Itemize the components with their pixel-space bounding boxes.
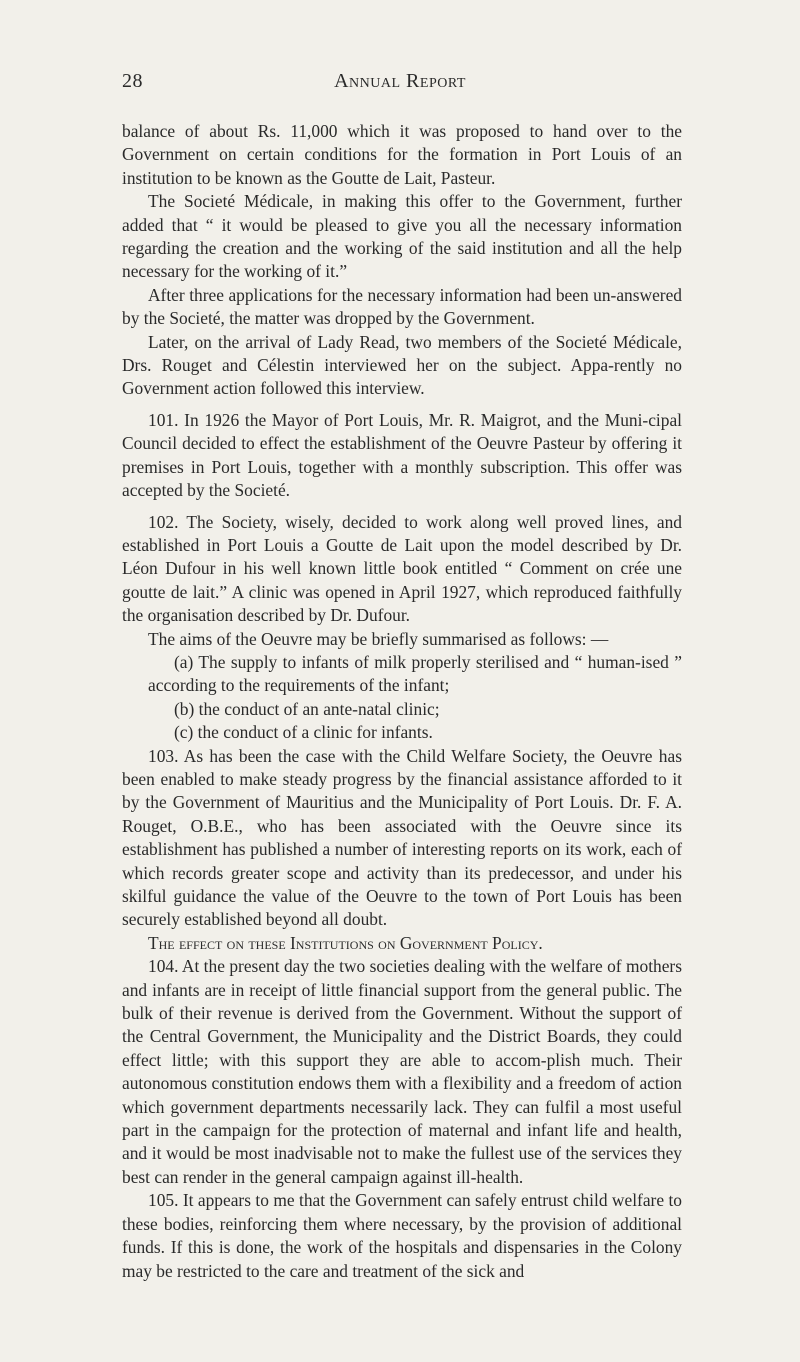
aim-item-c: (c) the conduct of a clinic for infants. [174, 722, 433, 743]
paragraph-105: 105. It appears to me that the Government can safely entrust child welfare to these bodies, reinforcing them where necessary, by the provision of additional funds. If this is done, the work of the hospitals and dispensaries in the Colony may be restricted to the care and treatment of the sick and [122, 1190, 682, 1281]
page-header [0, 70, 800, 100]
page-number: 28 [122, 70, 143, 92]
paragraph-101: 101. In 1926 the Mayor of Port Louis, Mr. R. Maigrot, and the Muni-cipal Council decided to effect the establishment of the Oeuvre Pasteur by offering it premises in Port Louis, together with a monthly subscription. This offer was accepted by the Societé. [122, 409, 682, 501]
paragraph-104: 104. At the present day the two societies dealing with the welfare of mothers and infants are in receipt of little financial support from the general public. The bulk of their revenue is derived from the Government. Without the support of the Central Government, the Municipality and the District Boards, they could effect little; with this support they are able to accom-plish much. Their autonomous constitution endows them with a flexibility and a freedom of action which government departments necessarily lack. They can fulfil a most useful part in the campaign for the protection of maternal and infant life and health, and it would be most inadvisable not to make the fullest use of the services they best can render in the general campaign against ill-health. [122, 956, 682, 1187]
paragraph-balance: balance of about Rs. 11,000 which it was proposed to hand over to the Government on certain conditions for the formation in Port Louis of an institution to be known as the Goutte de Lait, Pasteur. [122, 121, 682, 188]
running-title: Annual Report [334, 70, 466, 92]
paragraph-lady-read: Later, on the arrival of Lady Read, two members of the Societé Médicale, Drs. Rouget and Célestin interviewed her on the subject. Appa-rently no Government action followed this interview. [122, 331, 682, 399]
paragraph-applications: After three applications for the necessary information had been un-answered by the Societé, the matter was dropped by the Government. [122, 284, 682, 329]
aim-item-b: (b) the conduct of an ante-natal clinic; [174, 698, 440, 719]
paragraph-103: 103. As has been the case with the Child Welfare Society, the Oeuvre has been enabled to make steady progress by the financial assistance afforded to it by the Government of Mauritius and the Municipality of Port Louis. Dr. F. A. Rouget, O.B.E., who has been associated with the Oeuvre since its establishment has published a number of interesting reports on its work, each of which records greater scope and activity than its predecessor, and under his skilful guidance the value of the Oeuvre to the town of Port Louis has been securely established beyond all doubt. [122, 745, 682, 930]
section-heading: The effect on these Institutions on Government Policy. [148, 932, 543, 953]
paragraph-102: 102. The Society, wisely, decided to work along well proved lines, and established in Port Louis a Goutte de Lait upon the model described by Dr. Léon Dufour in his well known little book entitled “ Comment on crée une goutte de lait.” A clinic was opened in April 1927, which reproduced faithfully the organisation described by Dr. Dufour. [122, 511, 682, 626]
paragraph-aims-intro: The aims of the Oeuvre may be briefly summarised as follows: — [148, 628, 609, 649]
aim-item-a: (a) The supply to infants of milk properly sterilised and “ human-ised ” according to the requirements of the infant; [148, 651, 682, 696]
body-text [122, 120, 682, 1283]
paragraph-societe-offer: The Societé Médicale, in making this offer to the Government, further added that “ it would be pleased to give you all the necessary information regarding the creation and the working of the said institution and all the help necessary for the working of it.” [122, 191, 682, 282]
